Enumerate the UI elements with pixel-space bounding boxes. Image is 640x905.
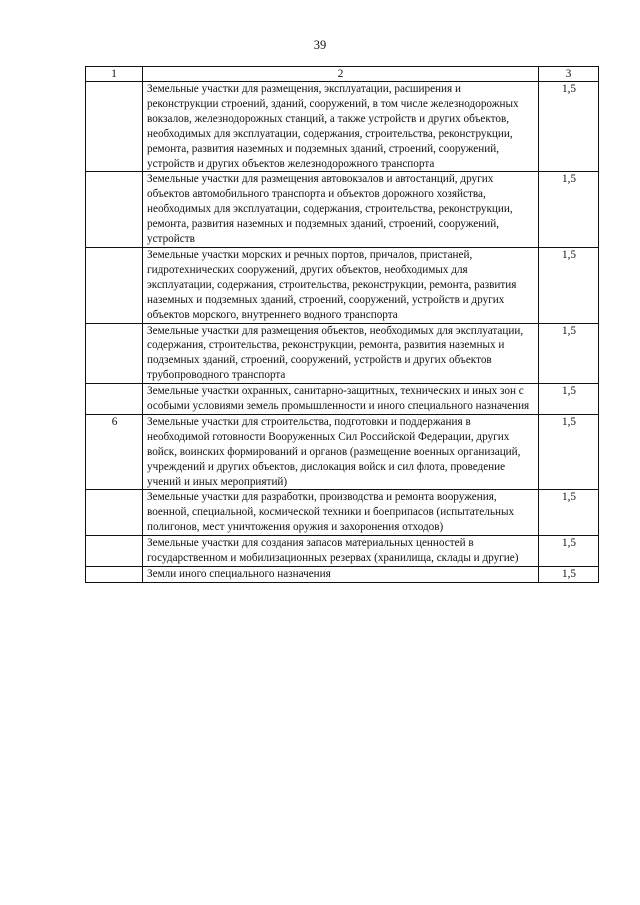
rate-cell: 1,5	[539, 414, 599, 490]
page-number: 39	[313, 38, 327, 52]
table-row	[86, 172, 599, 248]
table-row	[86, 536, 599, 567]
header-col-1: 1	[86, 67, 143, 82]
land-category-cell: Земельные участки охранных, санитарно-защитных, технических и иных зон с особыми условиями земель промышленности и иного специального назначения	[143, 384, 539, 415]
rate-cell: 1,5	[539, 247, 599, 323]
row-number-cell	[86, 536, 143, 567]
land-category-cell: Земельные участки морских и речных портов, причалов, пристаней, гидротехнических сооружений, других объектов, необходимых для эксплуатации, содержания, строительства, реконструкции, ремонта, развития наземных и подземных зданий, строений, сооружений, устройств и других объектов морского, внутреннего водного транспорта	[143, 247, 539, 323]
land-category-cell: Земельные участки для размещения объектов, необходимых для эксплуатации, содержания, строительства, реконструкции, ремонта, развития наземных и подземных зданий, строений, сооружений, устройств и других объектов трубопроводного транспорта	[143, 323, 539, 384]
land-category-cell: Земли иного специального назначения	[143, 567, 539, 583]
table-row	[86, 323, 599, 384]
table-row	[86, 384, 599, 415]
header-col-3: 3	[539, 67, 599, 82]
row-number-cell	[86, 247, 143, 323]
table-row	[86, 414, 599, 490]
rate-cell: 1,5	[539, 172, 599, 248]
rate-cell: 1,5	[539, 490, 599, 536]
rate-cell: 1,5	[539, 323, 599, 384]
rate-cell: 1,5	[539, 536, 599, 567]
rate-cell: 1,5	[539, 82, 599, 172]
land-category-cell: Земельные участки для размещения, эксплуатации, расширения и реконструкции строений, зданий, сооружений, в том числе железнодорожных вокзалов, железнодорожных станций, а также устройств и других объектов, необходимых для эксплуатации, содержания, строительства, реконструкции, ремонта, развития наземных и подземных зданий, строений, сооружений, устройств и других объектов железнодорожного транспорта	[143, 82, 539, 172]
table-row	[86, 247, 599, 323]
row-number-cell	[86, 490, 143, 536]
row-number-cell	[86, 82, 143, 172]
land-category-cell: Земельные участки для строительства, подготовки и поддержания в необходимой готовности Вооруженных Сил Российской Федерации, других войск, воинских формирований и органов (размещение военных организаций, учреждений и других объектов, дислокация войск и сил флота, проведение учений и иных мероприятий)	[143, 414, 539, 490]
land-category-cell: Земельные участки для создания запасов материальных ценностей в государственном и мобилизационных резервах (хранилища, склады и другие)	[143, 536, 539, 567]
row-number-cell: 6	[86, 414, 143, 490]
row-number-cell	[86, 323, 143, 384]
rates-table	[85, 66, 599, 583]
rate-cell: 1,5	[539, 567, 599, 583]
table-row	[86, 567, 599, 583]
rate-cell: 1,5	[539, 384, 599, 415]
table-row	[86, 82, 599, 172]
table-row	[86, 490, 599, 536]
table-header-row	[86, 67, 599, 82]
header-col-2: 2	[143, 67, 539, 82]
land-category-cell: Земельные участки для разработки, производства и ремонта вооружения, военной, специальной, космической техники и боеприпасов (испытательных полигонов, мест уничтожения оружия и захоронения отходов)	[143, 490, 539, 536]
row-number-cell	[86, 172, 143, 248]
row-number-cell	[86, 567, 143, 583]
row-number-cell	[86, 384, 143, 415]
land-category-cell: Земельные участки для размещения автовокзалов и автостанций, других объектов автомобильного транспорта и объектов дорожного хозяйства, необходимых для эксплуатации, содержания, строительства, реконструкции, ремонта, развития наземных и подземных зданий, строений, сооружений, устройств	[143, 172, 539, 248]
